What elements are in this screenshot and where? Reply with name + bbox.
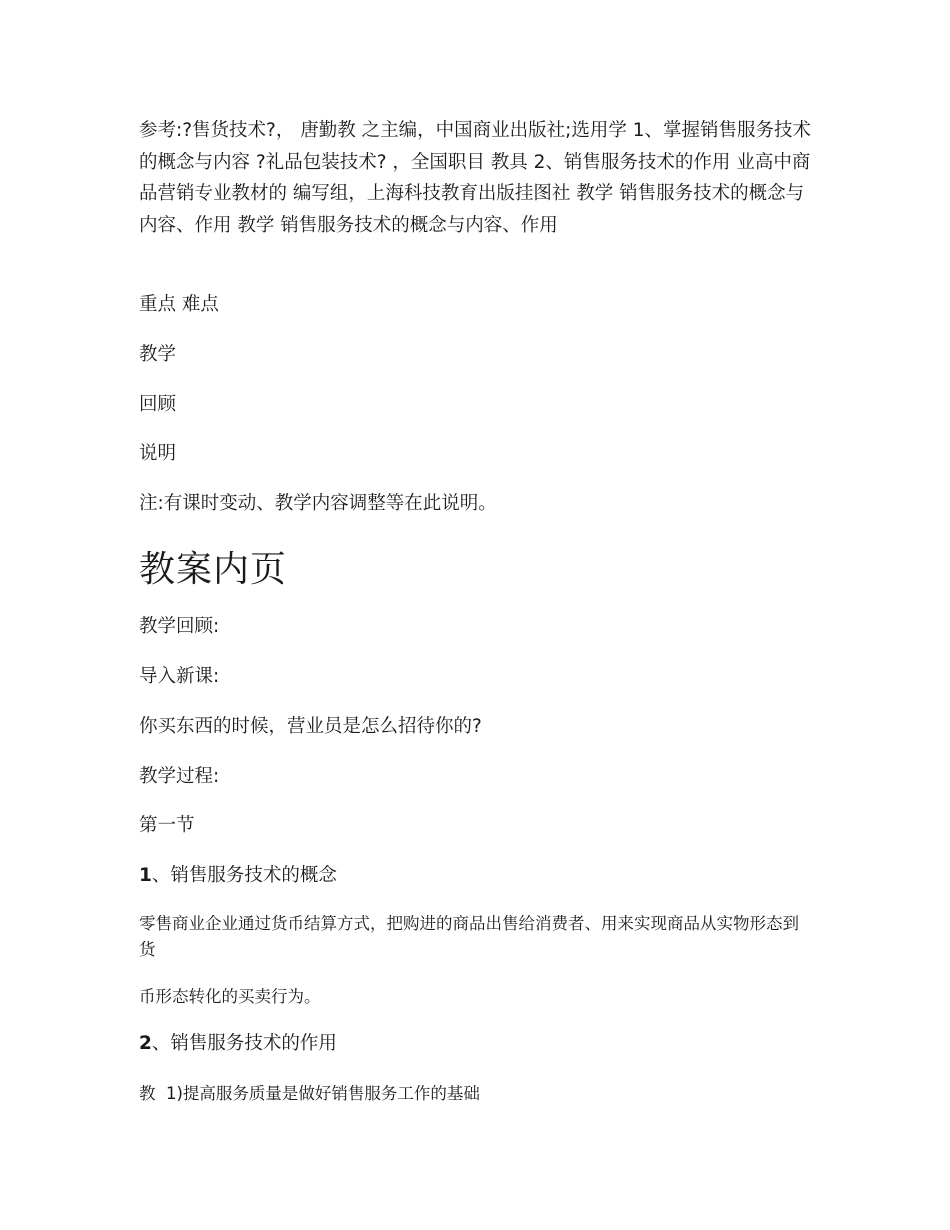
process-label: 教学过程:: [139, 766, 220, 787]
heading-concept: [139, 864, 337, 888]
teaching-label: 教学: [139, 344, 177, 365]
new-lesson-label: 导入新课:: [139, 666, 220, 687]
explanation-label: 说明: [139, 443, 177, 464]
heading-concept-number: 1: [139, 865, 152, 886]
point-one: 教 1)提高服务质量是做好销售服务工作的基础: [139, 1084, 480, 1103]
note-text: 注:有课时变动、教学内容调整等在此说明。: [139, 493, 497, 514]
heading-role: [139, 1032, 337, 1056]
key-points-label: 重点 难点: [139, 294, 219, 315]
heading-role-number: 2: [139, 1033, 152, 1054]
teaching-review-label: 教学回顾:: [139, 616, 220, 637]
heading-concept-text: 、销售服务技术的概念: [151, 865, 337, 886]
definition-continuation: 币形态转化的买卖行为。: [139, 987, 321, 1006]
review-label: 回顾: [139, 394, 177, 415]
section-label: 第一节: [139, 815, 195, 836]
heading-role-text: 、销售服务技术的作用: [151, 1033, 337, 1054]
page-title: 教案内页: [139, 549, 288, 590]
definition-paragraph: 零售商业企业通过货币结算方式，把购进的商品出售给消费者、用来实现商品从实物形态到货: [139, 914, 799, 959]
lead-question: 你买东西的时候，营业员是怎么招待你的?: [139, 716, 482, 737]
intro-paragraph: 参考:?售货技术?， 唐勤教 之主编，中国商业出版社;选用学 1、掌握销售服务技术的概念与内容 ?礼品包装技术? ，全国职目 教具 2、销售服务技术的作用 业高中商品营销专业教材的 编写组，上海科技教育出版挂图社 教学 销售服务技术的概念与内容、作用 教学 销售服务技术的概念与内容、作用: [139, 120, 812, 236]
